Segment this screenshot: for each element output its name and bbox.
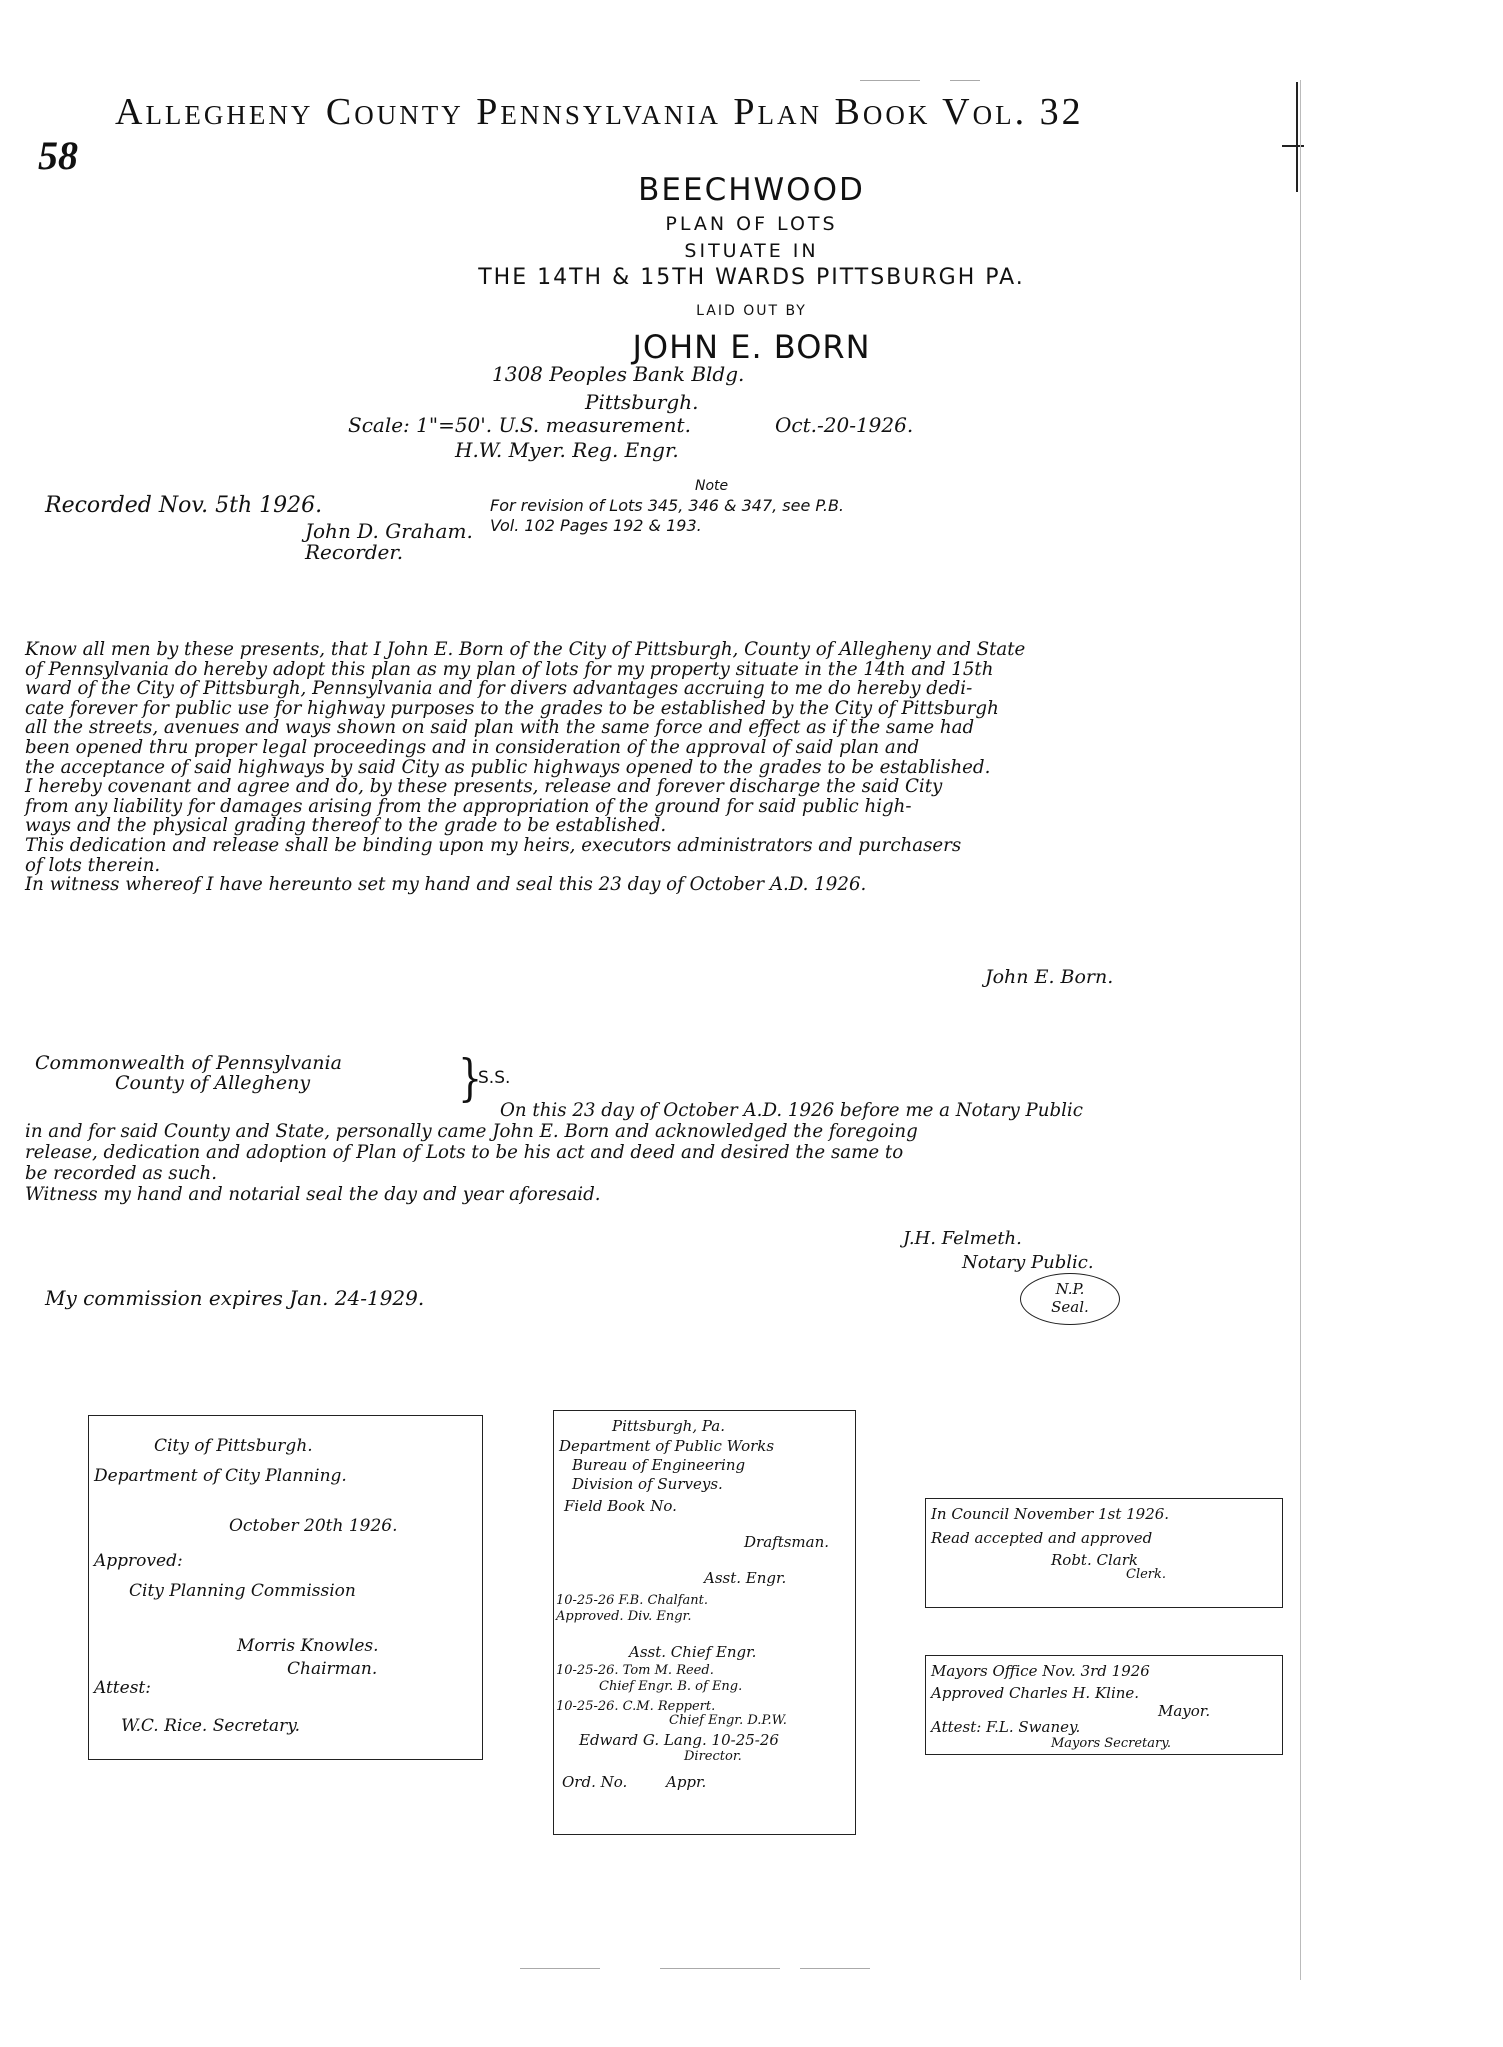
public-works-box: [553, 1410, 856, 1835]
dedication-line: of lots therein.: [25, 854, 161, 876]
dedication-line: ward of the City of Pittsburgh, Pennsylvania and for divers advantages accruing to me do hereby dedi-: [25, 678, 973, 700]
plan-name: BEECHWOOD: [638, 172, 865, 208]
scan-artifact: [950, 80, 980, 81]
council-clerk-title: Clerk.: [1126, 1567, 1167, 1582]
recorded-date: Recorded Nov. 5th 1926.: [45, 493, 323, 518]
mayor-secretary: Mayors Secretary.: [1051, 1736, 1171, 1751]
notary-seal: [1020, 1273, 1120, 1325]
planning-secretary: W.C. Rice. Secretary.: [121, 1716, 300, 1736]
commission-expiry: My commission expires Jan. 24-1929.: [45, 1286, 425, 1310]
notary-name: J.H. Felmeth.: [903, 1228, 1022, 1249]
plan-book-title: Allegheny County Pennsylvania Plan Book Vol. 32: [115, 91, 1084, 133]
council-date: In Council November 1st 1926.: [931, 1505, 1170, 1523]
council-approval: Read accepted and approved: [931, 1529, 1153, 1547]
notary-line: release, dedication and adoption of Plan of Lots to be his act and deed and desired the same to: [25, 1142, 904, 1163]
plan-wards: THE 14TH & 15TH WARDS PITTSBURGH PA.: [478, 265, 1025, 290]
dedication-line: the acceptance of said highways by said City as public highways opened to the grades to be established.: [25, 756, 991, 778]
note-label: Note: [695, 478, 729, 494]
pw-appr: Appr.: [666, 1773, 707, 1791]
planning-department: Department of City Planning.: [94, 1466, 347, 1486]
owner-signature: John E. Born.: [985, 966, 1114, 988]
notary-text: [25, 1100, 1083, 1205]
seal-line: N.P.: [1055, 1280, 1085, 1298]
pw-asst-engr: Asst. Engr.: [704, 1569, 787, 1587]
dedication-line: Know all men by these presents, that I John E. Born of the City of Pittsburgh, County of Allegheny and State: [25, 639, 1026, 660]
pw-reed: 10-25-26. Tom M. Reed.: [556, 1663, 714, 1678]
pw-lang: Edward G. Lang. 10-25-26: [579, 1731, 779, 1749]
mayor-office-date: Mayors Office Nov. 3rd 1926: [931, 1662, 1150, 1680]
dedication-line: This dedication and release shall be binding upon my heirs, executors administrators and purchasers: [25, 834, 962, 856]
page-number: 58: [38, 133, 78, 178]
dedication-line: from any liability for damages arising from the appropriation of the ground for said public high-: [25, 795, 912, 817]
notary-line: On this 23 day of October A.D. 1926 before me a Notary Public: [500, 1100, 1083, 1121]
recorder-title: Recorder.: [305, 540, 404, 564]
dedication-line: cate forever for public use for highway purposes to the grades to be established by the City of Pittsburgh: [25, 697, 999, 719]
notary-title: Notary Public.: [962, 1252, 1094, 1273]
commonwealth-label: Commonwealth of Pennsylvania: [35, 1052, 342, 1074]
city-planning-box: [88, 1415, 483, 1760]
dedication-line: been opened thru proper legal proceedings and in consideration of the approval of said plan and: [25, 736, 920, 758]
notary-line: in and for said County and State, personally came John E. Born and acknowledged the foregoing: [25, 1121, 918, 1142]
council-clerk-name: Robt. Clark: [1051, 1551, 1138, 1569]
brace-icon: }: [458, 1049, 483, 1107]
planning-city: City of Pittsburgh.: [154, 1436, 313, 1456]
pw-department: Department of Public Works: [559, 1437, 775, 1455]
county-label: County of Allegheny: [115, 1072, 311, 1094]
planning-chairman-title: Chairman.: [287, 1659, 378, 1679]
planning-commission: City Planning Commission: [129, 1581, 356, 1601]
pw-bureau: Bureau of Engineering: [572, 1456, 746, 1474]
dedication-line: of Pennsylvania do hereby adopt this plan as my plan of lots for my property situate in the 14th and 15th: [25, 658, 994, 680]
scan-artifact: [860, 80, 920, 81]
notary-line: Witness my hand and notarial seal the day and year aforesaid.: [25, 1184, 601, 1205]
planning-approved: Approved:: [94, 1551, 183, 1571]
scan-artifact: [660, 1968, 780, 1969]
dedication-line: I hereby covenant and agree and do, by these presents, release and forever discharge the said City: [25, 776, 943, 798]
pw-reppert: 10-25-26. C.M. Reppert.: [556, 1699, 716, 1714]
pw-draftsman: Draftsman.: [744, 1533, 830, 1551]
note-line-1: For revision of Lots 345, 346 & 347, see P.B.: [490, 496, 845, 515]
note-line-2: Vol. 102 Pages 192 & 193.: [490, 516, 702, 535]
pw-director: Director.: [684, 1749, 742, 1764]
seal-line: Seal.: [1051, 1298, 1089, 1316]
pw-ord-no: Ord. No.: [562, 1773, 628, 1791]
plan-situate: SITUATE IN: [684, 240, 819, 262]
plan-subtitle: PLAN OF LOTS: [665, 213, 838, 235]
pw-reed-title: Chief Engr. B. of Eng.: [599, 1679, 743, 1694]
scan-artifact: [520, 1968, 600, 1969]
planning-attest: Attest:: [94, 1678, 151, 1698]
dedication-line: In witness whereof I have hereunto set my hand and seal this 23 day of October A.D. 1926.: [25, 874, 867, 896]
planning-date: October 20th 1926.: [229, 1516, 398, 1536]
council-box: [925, 1498, 1283, 1608]
ss-label: S.S.: [478, 1068, 511, 1088]
plan-scale: Scale: 1"=50'. U.S. measurement.: [348, 413, 691, 437]
notary-line: be recorded as such.: [25, 1163, 217, 1184]
surveyor-name: JOHN E. BORN: [632, 328, 871, 366]
plan-date: Oct.-20-1926.: [775, 413, 914, 437]
dedication-text: [25, 640, 1315, 895]
mayor-approved: Approved Charles H. Kline.: [931, 1684, 1140, 1702]
pw-approved-div: Approved. Div. Engr.: [556, 1609, 692, 1624]
pw-chalfant: 10-25-26 F.B. Chalfant.: [556, 1593, 709, 1608]
surveyor-address: 1308 Peoples Bank Bldg.: [492, 362, 745, 386]
pw-city: Pittsburgh, Pa.: [612, 1417, 726, 1435]
dedication-line: all the streets, avenues and ways shown on said plan with the same force and effect as if the same had: [25, 717, 975, 739]
pw-reppert-title: Chief Engr. D.P.W.: [669, 1713, 787, 1728]
mayor-title: Mayor.: [1158, 1702, 1211, 1720]
dedication-line: ways and the physical grading thereof to the grade to be established.: [25, 815, 667, 837]
mayor-box: [925, 1655, 1283, 1755]
pw-division: Division of Surveys.: [572, 1475, 723, 1493]
pw-field-book: Field Book No.: [564, 1497, 677, 1515]
surveyor-city: Pittsburgh.: [585, 390, 699, 414]
registered-engineer: H.W. Myer. Reg. Engr.: [455, 438, 679, 462]
scan-artifact: [800, 1968, 870, 1969]
recorder-name: John D. Graham.: [305, 519, 473, 543]
planning-chairman-name: Morris Knowles.: [237, 1636, 379, 1656]
laid-out-by: LAID OUT BY: [696, 303, 807, 319]
pw-asst-chief: Asst. Chief Engr.: [629, 1643, 757, 1661]
mayor-attest: Attest: F.L. Swaney.: [931, 1718, 1081, 1736]
